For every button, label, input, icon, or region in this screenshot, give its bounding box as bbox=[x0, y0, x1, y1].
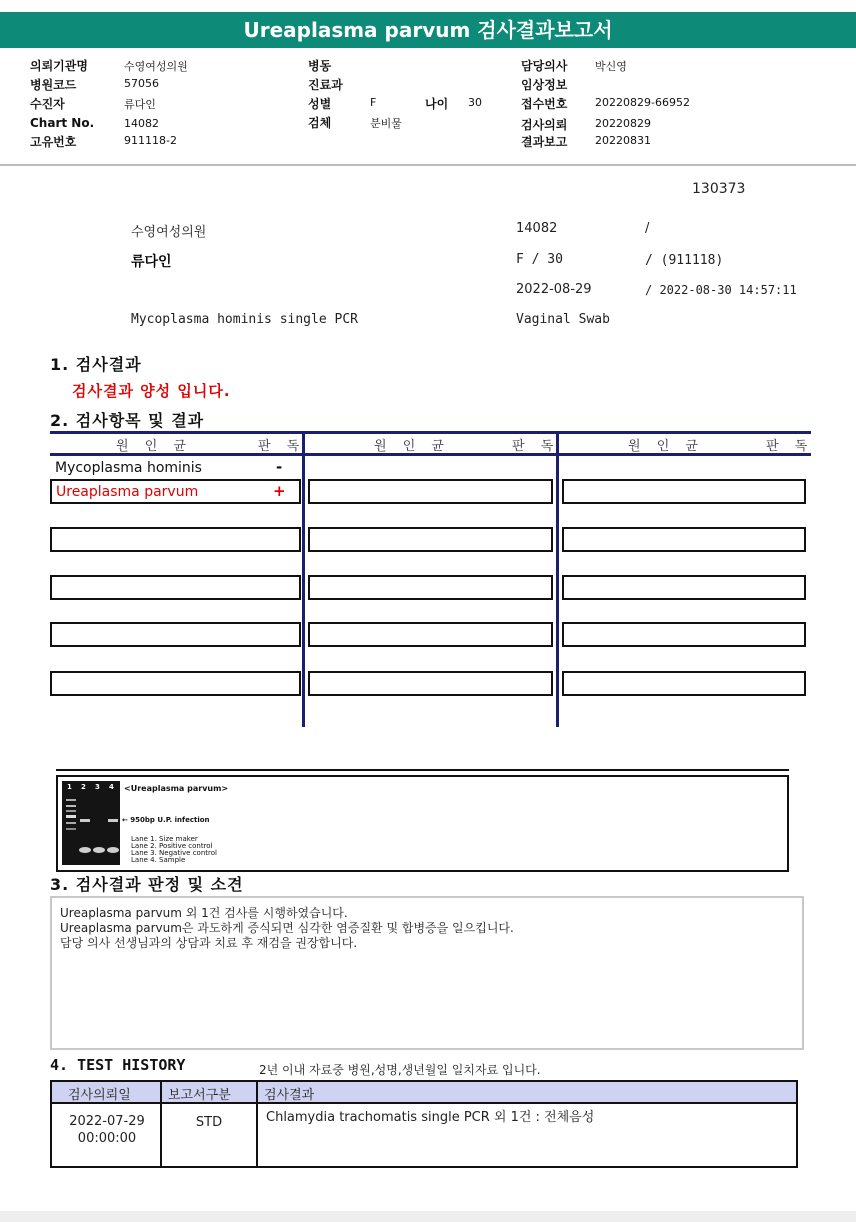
lane-number: 4 bbox=[109, 783, 114, 791]
gel-lane-legend: Lane 4. Sample bbox=[131, 856, 186, 864]
doctor-value: 박신영 bbox=[595, 60, 627, 73]
unique-no-label: 고유번호 bbox=[30, 135, 77, 149]
history-time: 00:00:00 bbox=[77, 1131, 137, 1146]
chart-no-value: 14082 bbox=[124, 117, 159, 130]
result-cell bbox=[50, 671, 301, 696]
hospital-code-label: 병원코드 bbox=[30, 78, 77, 92]
result-cell bbox=[562, 479, 806, 504]
summary-chart-no: 14082 bbox=[516, 221, 558, 236]
positive-result-message: 검사결과 양성 입니다. bbox=[72, 382, 231, 400]
history-table bbox=[50, 1080, 798, 1168]
lane-number: 3 bbox=[95, 783, 100, 791]
hospital-code-value: 57056 bbox=[124, 77, 159, 90]
gel-lane-legend: Lane 3. Negative control bbox=[131, 849, 217, 857]
gel-bands bbox=[62, 781, 120, 865]
summary-patient: 류다인 bbox=[131, 254, 172, 270]
report-id: 130373 bbox=[692, 181, 746, 197]
institution-value: 수영여성의원 bbox=[124, 60, 188, 73]
gel-top-rule bbox=[56, 769, 789, 771]
patient-label: 수진자 bbox=[30, 97, 65, 111]
summary-sex-age: F / 30 bbox=[516, 252, 563, 267]
request-label: 검사의뢰 bbox=[521, 118, 568, 132]
history-col-date: 검사의뢰일 bbox=[68, 1088, 131, 1103]
history-col-type: 보고서구분 bbox=[168, 1088, 231, 1103]
organism-name: Mycoplasma hominis bbox=[55, 460, 202, 476]
reading-negative: - bbox=[276, 458, 283, 476]
lane-number: 1 bbox=[67, 783, 72, 791]
section2-heading: 2. 검사항목 및 결과 bbox=[50, 411, 205, 430]
sex-value: F bbox=[370, 96, 377, 109]
gel-band-label: ← 950bp U.P. infection bbox=[122, 816, 210, 824]
summary-request-date: 2022-08-29 bbox=[516, 282, 592, 297]
department-label: 진료과 bbox=[308, 78, 343, 92]
request-date-value: 20220829 bbox=[595, 117, 651, 130]
result-report-value: 20220831 bbox=[595, 134, 651, 147]
col3-organism-header: 원 인 균 bbox=[628, 439, 704, 454]
result-cell bbox=[308, 479, 553, 504]
gel-lane-legend: Lane 2. Positive control bbox=[131, 842, 213, 850]
institution-label: 의뢰기관명 bbox=[30, 59, 88, 73]
section1-heading: 1. 검사결과 bbox=[50, 355, 142, 374]
report-title: Ureaplasma parvum 검사결과보고서 bbox=[0, 12, 856, 48]
lane-number: 2 bbox=[81, 783, 86, 791]
age-value: 30 bbox=[468, 96, 482, 109]
gel-image bbox=[62, 781, 120, 865]
receipt-no-label: 접수번호 bbox=[521, 97, 568, 111]
result-cell bbox=[50, 575, 301, 600]
result-cell bbox=[562, 527, 806, 552]
history-note: 2년 이내 자료중 병원,성명,생년월일 일치자료 입니다. bbox=[259, 1063, 541, 1077]
specimen-value: 분비물 bbox=[370, 117, 402, 130]
history-col-divider bbox=[256, 1082, 258, 1166]
result-cell bbox=[50, 527, 301, 552]
doctor-label: 담당의사 bbox=[521, 59, 568, 73]
result-cell bbox=[308, 622, 553, 647]
history-date: 2022-07-29 bbox=[69, 1114, 145, 1129]
history-result: Chlamydia trachomatis single PCR 외 1건 : 전체음성 bbox=[266, 1110, 595, 1125]
age-label: 나이 bbox=[425, 97, 449, 111]
history-col-divider bbox=[160, 1082, 162, 1166]
history-col-result: 검사결과 bbox=[264, 1088, 315, 1103]
remark-line: 담당 의사 선생님과의 상담과 치료 후 재검을 권장합니다. bbox=[60, 936, 358, 950]
header-divider bbox=[0, 164, 856, 166]
chart-no-label: Chart No. bbox=[30, 116, 95, 130]
gel-caption: <Ureaplasma parvum> bbox=[124, 784, 229, 793]
remark-line: Ureaplasma parvum 외 1건 검사를 시행하였습니다. bbox=[60, 906, 348, 920]
clinical-info-label: 임상정보 bbox=[521, 78, 568, 92]
grid-divider-2 bbox=[556, 431, 559, 727]
history-table-header bbox=[52, 1082, 796, 1104]
summary-separator: / bbox=[645, 221, 650, 236]
result-report-label: 결과보고 bbox=[521, 135, 568, 149]
col2-organism-header: 원 인 균 bbox=[374, 439, 450, 454]
summary-report-datetime: / 2022-08-30 14:57:11 bbox=[645, 283, 797, 297]
receipt-no-value: 20220829-66952 bbox=[595, 96, 690, 109]
col2-reading-header: 판 독 bbox=[512, 439, 560, 454]
specimen-label: 검체 bbox=[308, 116, 332, 130]
page-footer-band bbox=[0, 1211, 856, 1222]
section4-heading: 4. TEST HISTORY bbox=[50, 1056, 186, 1074]
sex-label: 성별 bbox=[308, 97, 332, 111]
unique-no-value: 911118-2 bbox=[124, 134, 177, 147]
result-cell bbox=[308, 575, 553, 600]
organism-name-positive: Ureaplasma parvum bbox=[56, 484, 199, 500]
grid-divider-1 bbox=[302, 431, 305, 727]
history-type: STD bbox=[195, 1115, 223, 1130]
result-cell bbox=[562, 671, 806, 696]
result-cell bbox=[562, 575, 806, 600]
result-cell bbox=[308, 671, 553, 696]
summary-birth: / (911118) bbox=[645, 253, 724, 268]
col3-reading-header: 판 독 bbox=[766, 439, 814, 454]
gel-lane-legend: Lane 1. Size maker bbox=[131, 835, 198, 843]
col1-reading-header: 판 독 bbox=[258, 439, 306, 454]
grid-top-rule bbox=[50, 431, 811, 434]
col1-organism-header: 원 인 균 bbox=[116, 439, 192, 454]
result-cell bbox=[50, 622, 301, 647]
ward-label: 병동 bbox=[308, 59, 332, 73]
section3-heading: 3. 검사결과 판정 및 소견 bbox=[50, 875, 244, 894]
summary-specimen: Vaginal Swab bbox=[516, 312, 610, 327]
summary-institution: 수영여성의원 bbox=[131, 225, 207, 240]
result-cell bbox=[308, 527, 553, 552]
patient-value: 류다인 bbox=[124, 98, 156, 111]
result-cell bbox=[562, 622, 806, 647]
reading-positive: + bbox=[273, 482, 286, 500]
remark-line: Ureaplasma parvum은 과도하게 증식되면 심각한 염증질환 및 합병증을 일으킵니다. bbox=[60, 921, 514, 935]
summary-test-name: Mycoplasma hominis single PCR bbox=[131, 312, 358, 327]
